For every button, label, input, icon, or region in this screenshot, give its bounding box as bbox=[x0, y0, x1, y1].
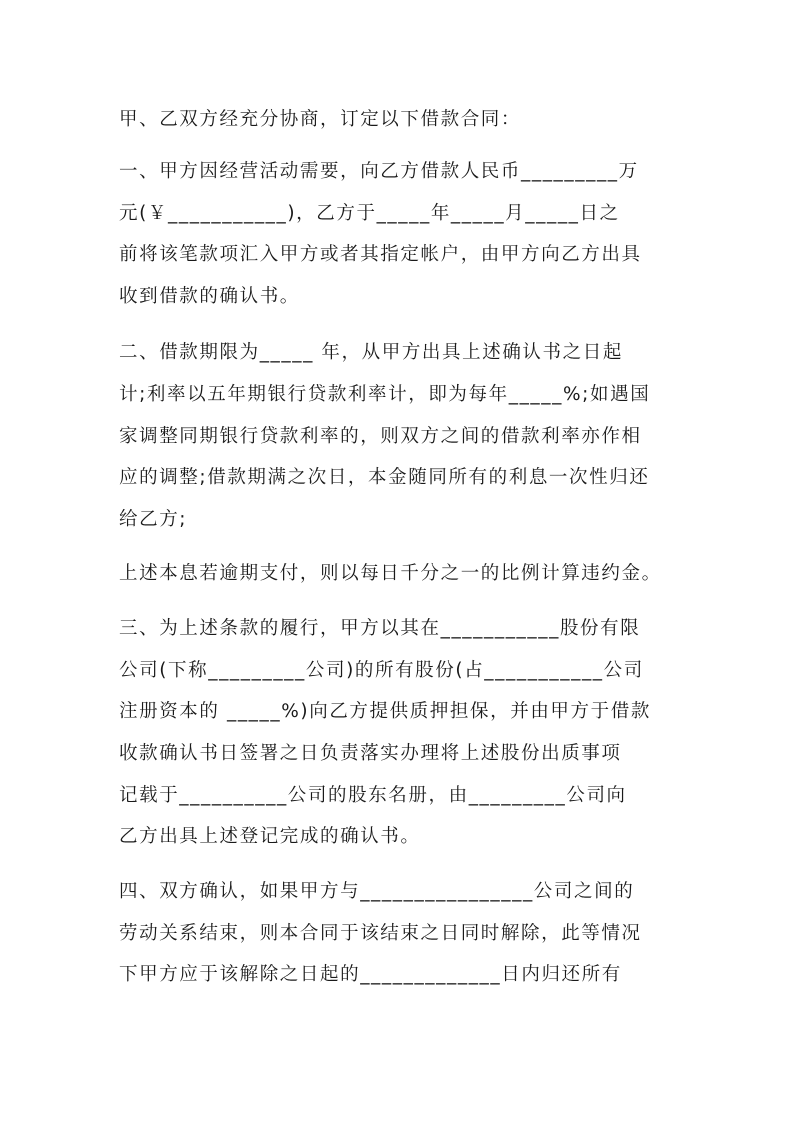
clause-4-line-3: 下甲方应于该解除之日起的_____________日内归还所有 bbox=[119, 964, 622, 985]
clause-3-line-2: 公司(下称_________公司)的所有股份(占___________公司 bbox=[119, 660, 644, 681]
clause-3-line-4: 收款确认书日签署之日负责落实办理将上述股份出质事项 bbox=[119, 743, 622, 764]
clause-1-line-3: 前将该笔款项汇入甲方或者其指定帐户，由甲方向乙方出具 bbox=[119, 244, 642, 265]
clause-2-line-1: 二、借款期限为_____ 年，从甲方出具上述确认书之日起 bbox=[119, 342, 623, 363]
clause-2-line-2: 计;利率以五年期银行贷款利率计，即为每年_____%;如遇国 bbox=[119, 384, 651, 405]
clause-2-line-3: 家调整同期银行贷款利率的，则双方之间的借款利率亦作相 bbox=[119, 426, 642, 447]
clause-3-line-6: 乙方出具上述登记完成的确认书。 bbox=[119, 826, 421, 847]
clause-4-line-1: 四、双方确认，如果甲方与________________公司之间的 bbox=[119, 881, 635, 902]
penalty-line: 上述本息若逾期支付，则以每日千分之一的比例计算违约金。 bbox=[119, 563, 662, 584]
clause-2-line-4: 应的调整;借款期满之次日，本金随同所有的利息一次性归还 bbox=[119, 467, 650, 488]
clause-4-line-2: 劳动关系结束，则本合同于该结束之日同时解除，此等情况 bbox=[119, 923, 642, 944]
clause-2-line-5: 给乙方; bbox=[119, 509, 188, 530]
clause-1-line-1: 一、甲方因经营活动需要，向乙方借款人民币_________万 bbox=[119, 161, 639, 182]
clause-3-line-3: 注册资本的 _____%)向乙方提供质押担保，并由甲方于借款 bbox=[119, 701, 651, 722]
clause-3-line-5: 记载于__________公司的股东名册，由_________公司向 bbox=[119, 785, 627, 806]
paragraph-intro-line: 甲、乙双方经充分协商，订定以下借款合同： bbox=[119, 109, 522, 130]
clause-1-line-4: 收到借款的确认书。 bbox=[119, 286, 300, 307]
clause-3-line-1: 三、为上述条款的履行，甲方以其在___________股份有限 bbox=[119, 618, 641, 639]
clause-1-line-2: 元(￥___________)，乙方于_____年_____月_____日之 bbox=[119, 203, 620, 224]
